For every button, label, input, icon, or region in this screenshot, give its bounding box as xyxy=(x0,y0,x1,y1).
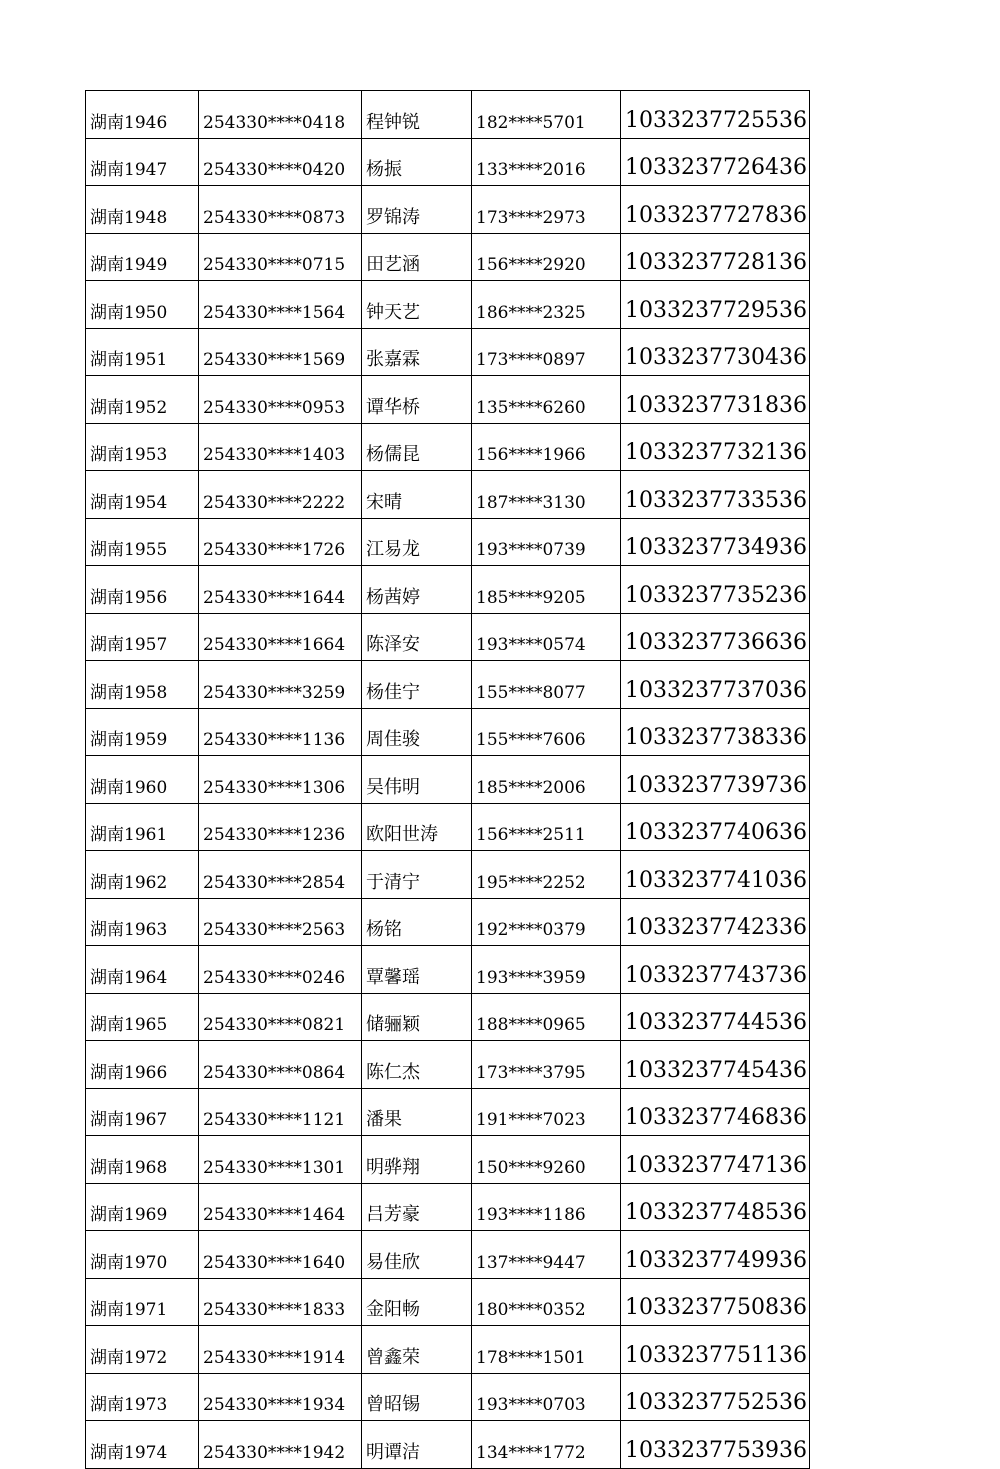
person-name-cell: 张嘉霖 xyxy=(362,328,472,376)
masked-phone-cell: 134****1772 xyxy=(472,1421,621,1469)
masked-phone-cell: 150****9260 xyxy=(472,1136,621,1184)
code-number-cell: 1033237732136 xyxy=(621,423,810,471)
masked-phone-cell: 193****0574 xyxy=(472,613,621,661)
person-name-cell: 周佳骏 xyxy=(362,708,472,756)
person-name-cell: 易佳欣 xyxy=(362,1231,472,1279)
row-id-cell: 湖南1954 xyxy=(86,471,199,519)
row-id-cell: 湖南1972 xyxy=(86,1326,199,1374)
masked-phone-cell: 191****7023 xyxy=(472,1088,621,1136)
masked-phone-cell: 173****2973 xyxy=(472,186,621,234)
person-name-cell: 陈泽安 xyxy=(362,613,472,661)
table-row xyxy=(86,661,810,709)
person-name-cell: 吴伟明 xyxy=(362,756,472,804)
person-name-cell: 覃馨瑶 xyxy=(362,946,472,994)
masked-id-number-cell: 254330****2854 xyxy=(199,851,362,899)
table-row xyxy=(86,898,810,946)
table-row xyxy=(86,613,810,661)
table-row xyxy=(86,471,810,519)
person-name-cell: 陈仁杰 xyxy=(362,1041,472,1089)
masked-id-number-cell: 254330****1301 xyxy=(199,1136,362,1184)
person-name-cell: 金阳畅 xyxy=(362,1278,472,1326)
masked-id-number-cell: 254330****1121 xyxy=(199,1088,362,1136)
code-number-cell: 1033237735236 xyxy=(621,566,810,614)
masked-id-number-cell: 254330****1726 xyxy=(199,518,362,566)
row-id-cell: 湖南1960 xyxy=(86,756,199,804)
row-id-cell: 湖南1973 xyxy=(86,1373,199,1421)
masked-phone-cell: 180****0352 xyxy=(472,1278,621,1326)
table-row xyxy=(86,1041,810,1089)
masked-id-number-cell: 254330****1833 xyxy=(199,1278,362,1326)
person-name-cell: 曾鑫荣 xyxy=(362,1326,472,1374)
row-id-cell: 湖南1974 xyxy=(86,1421,199,1469)
row-id-cell: 湖南1964 xyxy=(86,946,199,994)
masked-phone-cell: 155****8077 xyxy=(472,661,621,709)
code-number-cell: 1033237747136 xyxy=(621,1136,810,1184)
row-id-cell: 湖南1948 xyxy=(86,186,199,234)
masked-phone-cell: 185****2006 xyxy=(472,756,621,804)
person-name-cell: 储骊颖 xyxy=(362,993,472,1041)
person-name-cell: 田艺涵 xyxy=(362,233,472,281)
person-name-cell: 江易龙 xyxy=(362,518,472,566)
code-number-cell: 1033237738336 xyxy=(621,708,810,756)
table-row xyxy=(86,566,810,614)
person-name-cell: 吕芳豪 xyxy=(362,1183,472,1231)
code-number-cell: 1033237746836 xyxy=(621,1088,810,1136)
masked-id-number-cell: 254330****1403 xyxy=(199,423,362,471)
row-id-cell: 湖南1959 xyxy=(86,708,199,756)
masked-id-number-cell: 254330****1564 xyxy=(199,281,362,329)
code-number-cell: 1033237752536 xyxy=(621,1373,810,1421)
row-id-cell: 湖南1966 xyxy=(86,1041,199,1089)
row-id-cell: 湖南1963 xyxy=(86,898,199,946)
code-number-cell: 1033237749936 xyxy=(621,1231,810,1279)
table-row xyxy=(86,233,810,281)
roster-body xyxy=(86,91,810,1469)
person-name-cell: 明谭洁 xyxy=(362,1421,472,1469)
row-id-cell: 湖南1951 xyxy=(86,328,199,376)
person-name-cell: 杨铭 xyxy=(362,898,472,946)
row-id-cell: 湖南1953 xyxy=(86,423,199,471)
person-name-cell: 曾昭锡 xyxy=(362,1373,472,1421)
masked-phone-cell: 182****5701 xyxy=(472,91,621,139)
row-id-cell: 湖南1970 xyxy=(86,1231,199,1279)
code-number-cell: 1033237730436 xyxy=(621,328,810,376)
code-number-cell: 1033237740636 xyxy=(621,803,810,851)
row-id-cell: 湖南1952 xyxy=(86,376,199,424)
masked-phone-cell: 192****0379 xyxy=(472,898,621,946)
masked-id-number-cell: 254330****0821 xyxy=(199,993,362,1041)
row-id-cell: 湖南1969 xyxy=(86,1183,199,1231)
masked-phone-cell: 133****2016 xyxy=(472,138,621,186)
person-name-cell: 钟天艺 xyxy=(362,281,472,329)
masked-phone-cell: 156****2511 xyxy=(472,803,621,851)
table-row xyxy=(86,138,810,186)
masked-id-number-cell: 254330****1136 xyxy=(199,708,362,756)
person-name-cell: 杨儒昆 xyxy=(362,423,472,471)
code-number-cell: 1033237729536 xyxy=(621,281,810,329)
code-number-cell: 1033237739736 xyxy=(621,756,810,804)
row-id-cell: 湖南1967 xyxy=(86,1088,199,1136)
row-id-cell: 湖南1956 xyxy=(86,566,199,614)
code-number-cell: 1033237745436 xyxy=(621,1041,810,1089)
masked-phone-cell: 188****0965 xyxy=(472,993,621,1041)
masked-phone-cell: 195****2252 xyxy=(472,851,621,899)
masked-id-number-cell: 254330****1236 xyxy=(199,803,362,851)
masked-phone-cell: 185****9205 xyxy=(472,566,621,614)
masked-id-number-cell: 254330****1640 xyxy=(199,1231,362,1279)
masked-phone-cell: 193****3959 xyxy=(472,946,621,994)
masked-id-number-cell: 254330****2563 xyxy=(199,898,362,946)
table-row xyxy=(86,281,810,329)
masked-id-number-cell: 254330****0418 xyxy=(199,91,362,139)
table-row xyxy=(86,708,810,756)
roster-table xyxy=(85,90,810,1469)
masked-phone-cell: 156****2920 xyxy=(472,233,621,281)
person-name-cell: 杨佳宁 xyxy=(362,661,472,709)
masked-phone-cell: 173****3795 xyxy=(472,1041,621,1089)
code-number-cell: 1033237753936 xyxy=(621,1421,810,1469)
masked-phone-cell: 178****1501 xyxy=(472,1326,621,1374)
masked-id-number-cell: 254330****1306 xyxy=(199,756,362,804)
table-row xyxy=(86,376,810,424)
table-row xyxy=(86,946,810,994)
code-number-cell: 1033237733536 xyxy=(621,471,810,519)
code-number-cell: 1033237728136 xyxy=(621,233,810,281)
masked-phone-cell: 173****0897 xyxy=(472,328,621,376)
row-id-cell: 湖南1957 xyxy=(86,613,199,661)
table-row xyxy=(86,756,810,804)
masked-phone-cell: 193****0703 xyxy=(472,1373,621,1421)
person-name-cell: 杨茜婷 xyxy=(362,566,472,614)
masked-id-number-cell: 254330****0864 xyxy=(199,1041,362,1089)
masked-phone-cell: 137****9447 xyxy=(472,1231,621,1279)
row-id-cell: 湖南1971 xyxy=(86,1278,199,1326)
table-row xyxy=(86,518,810,566)
person-name-cell: 欧阳世涛 xyxy=(362,803,472,851)
row-id-cell: 湖南1965 xyxy=(86,993,199,1041)
masked-id-number-cell: 254330****0953 xyxy=(199,376,362,424)
code-number-cell: 1033237727836 xyxy=(621,186,810,234)
code-number-cell: 1033237742336 xyxy=(621,898,810,946)
code-number-cell: 1033237744536 xyxy=(621,993,810,1041)
table-row xyxy=(86,1183,810,1231)
table-row xyxy=(86,1421,810,1469)
masked-id-number-cell: 254330****0715 xyxy=(199,233,362,281)
masked-id-number-cell: 254330****1644 xyxy=(199,566,362,614)
masked-id-number-cell: 254330****1664 xyxy=(199,613,362,661)
table-row xyxy=(86,1088,810,1136)
person-name-cell: 潘果 xyxy=(362,1088,472,1136)
masked-id-number-cell: 254330****0873 xyxy=(199,186,362,234)
person-name-cell: 明骅翔 xyxy=(362,1136,472,1184)
code-number-cell: 1033237725536 xyxy=(621,91,810,139)
row-id-cell: 湖南1962 xyxy=(86,851,199,899)
code-number-cell: 1033237734936 xyxy=(621,518,810,566)
row-id-cell: 湖南1949 xyxy=(86,233,199,281)
masked-phone-cell: 187****3130 xyxy=(472,471,621,519)
table-row xyxy=(86,1373,810,1421)
table-row xyxy=(86,423,810,471)
code-number-cell: 1033237743736 xyxy=(621,946,810,994)
row-id-cell: 湖南1958 xyxy=(86,661,199,709)
masked-id-number-cell: 254330****0420 xyxy=(199,138,362,186)
table-row xyxy=(86,1278,810,1326)
table-row xyxy=(86,91,810,139)
row-id-cell: 湖南1961 xyxy=(86,803,199,851)
code-number-cell: 1033237731836 xyxy=(621,376,810,424)
table-row xyxy=(86,851,810,899)
masked-id-number-cell: 254330****2222 xyxy=(199,471,362,519)
person-name-cell: 杨振 xyxy=(362,138,472,186)
masked-id-number-cell: 254330****1464 xyxy=(199,1183,362,1231)
person-name-cell: 谭华桥 xyxy=(362,376,472,424)
code-number-cell: 1033237736636 xyxy=(621,613,810,661)
masked-phone-cell: 135****6260 xyxy=(472,376,621,424)
table-row xyxy=(86,1326,810,1374)
table-row xyxy=(86,803,810,851)
masked-id-number-cell: 254330****1569 xyxy=(199,328,362,376)
code-number-cell: 1033237751136 xyxy=(621,1326,810,1374)
masked-phone-cell: 193****1186 xyxy=(472,1183,621,1231)
row-id-cell: 湖南1946 xyxy=(86,91,199,139)
row-id-cell: 湖南1955 xyxy=(86,518,199,566)
masked-id-number-cell: 254330****1914 xyxy=(199,1326,362,1374)
person-name-cell: 罗锦涛 xyxy=(362,186,472,234)
code-number-cell: 1033237748536 xyxy=(621,1183,810,1231)
masked-phone-cell: 155****7606 xyxy=(472,708,621,756)
masked-phone-cell: 193****0739 xyxy=(472,518,621,566)
masked-id-number-cell: 254330****0246 xyxy=(199,946,362,994)
person-name-cell: 宋晴 xyxy=(362,471,472,519)
table-row xyxy=(86,993,810,1041)
masked-id-number-cell: 254330****3259 xyxy=(199,661,362,709)
code-number-cell: 1033237737036 xyxy=(621,661,810,709)
masked-id-number-cell: 254330****1942 xyxy=(199,1421,362,1469)
table-row xyxy=(86,186,810,234)
code-number-cell: 1033237726436 xyxy=(621,138,810,186)
masked-phone-cell: 186****2325 xyxy=(472,281,621,329)
row-id-cell: 湖南1947 xyxy=(86,138,199,186)
masked-id-number-cell: 254330****1934 xyxy=(199,1373,362,1421)
code-number-cell: 1033237750836 xyxy=(621,1278,810,1326)
person-name-cell: 程钟锐 xyxy=(362,91,472,139)
table-row xyxy=(86,1136,810,1184)
masked-phone-cell: 156****1966 xyxy=(472,423,621,471)
code-number-cell: 1033237741036 xyxy=(621,851,810,899)
row-id-cell: 湖南1968 xyxy=(86,1136,199,1184)
row-id-cell: 湖南1950 xyxy=(86,281,199,329)
table-row xyxy=(86,328,810,376)
table-row xyxy=(86,1231,810,1279)
person-name-cell: 于清宁 xyxy=(362,851,472,899)
